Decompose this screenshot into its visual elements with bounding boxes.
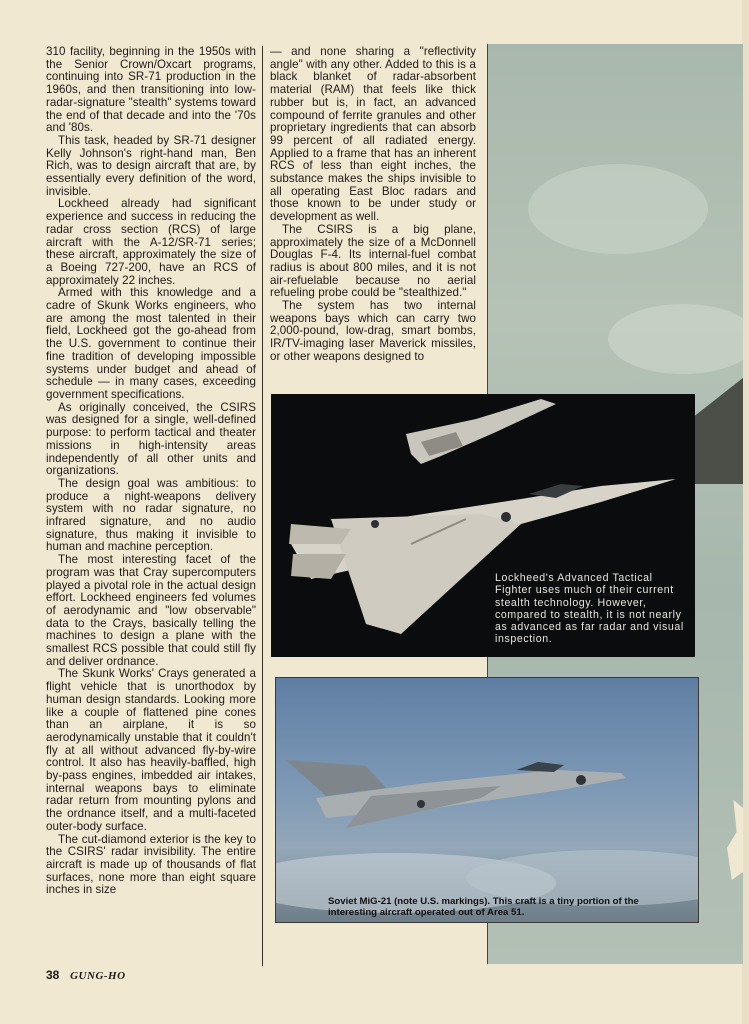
text-column-2 bbox=[270, 46, 476, 381]
paragraph: The CSIRS is a big plane, approximately the size of a McDonnell Douglas F-4. Its internal-fuel combat radius is about 800 miles, and it is not air-refuelable because no aerial refueling probe could be "stealthized." bbox=[270, 222, 476, 300]
paragraph: — and none sharing a "reflectivity angle" with any other. Added to this is a black blanket of radar-absorbent material (RAM) that feels like thick rubber but is, in fact, an advanced compound of ferrite granules and other proprietary ingredients that can absorb 99 percent of all radiated energy. Applied to a frame that has an inherent RCS of less than eight inches, the substance makes the ships invisible to all operating East Bloc radars and those known to be under study or development as well. bbox=[270, 46, 476, 224]
page-edge bbox=[742, 0, 749, 1024]
paragraph: Armed with this knowledge and a cadre of Skunk Works engineers, who are among the most talented in their field, Lockheed got the go-ahead from the U.S. government to continue their fine tradition of developing impossible systems under budget and ahead of schedule — in many cases, exceeding government specifications. bbox=[46, 286, 256, 401]
mig21-photo bbox=[275, 677, 699, 923]
paragraph: 310 facility, beginning in the 1950s with the Senior Crown/Oxcart programs, continuing into SR-71 production in the 1960s, and then transitioning into low-radar-signature "stealth" systems toward the end of that decade and into the '70s and '80s. bbox=[46, 46, 256, 135]
paragraph: This task, headed by SR-71 designer Kelly Johnson's right-hand man, Ben Rich, was to design aircraft that are, by essentially every definition of the word, invisible. bbox=[46, 133, 256, 198]
page-number: 38 bbox=[46, 968, 60, 982]
cloud-shape bbox=[608, 304, 743, 374]
magazine-name: GUNG-HO bbox=[70, 970, 126, 982]
photo-caption: Lockheed's Advanced Tactical Fighter uses much of their current stealth technology. However, compared to stealth, it is not nearly as advanced as far radar and visual inspection. bbox=[495, 572, 684, 646]
text-column-1 bbox=[46, 46, 256, 966]
paragraph: The system has two internal weapons bays which can carry two 2,000-pound, low-drag, smart bombs, IR/TV-imaging laser Maverick missiles, or other weapons designed to bbox=[270, 299, 476, 363]
paragraph: The most interesting facet of the program was that Cray supercomputers played a pivotal role in the actual design effort. Lockheed engineers fed volumes of aerodynamic and "low observable" data to the Crays, basically telling the machines to design a plane with the smallest RCS possible that could still fly and deliver ordnance. bbox=[46, 553, 256, 668]
cloud-shape bbox=[528, 164, 708, 254]
mig21-aircraft-image bbox=[276, 678, 698, 922]
atf-photo bbox=[271, 394, 695, 657]
column-divider bbox=[262, 46, 263, 966]
paragraph: The Skunk Works' Crays generated a flight vehicle that is unorthodox by human design standards. Looking more like a couple of flattened pine cones than an airplane, it is so aerodynamically unstable that it couldn't fly at all without advanced fly-by-wire control. It also has heavily-baffled, high by-pass engines, imbedded air intakes, internal weapons bays to eliminate radar return from mounting pylons and the ordnance itself, and a multi-faceted outer-body surface. bbox=[46, 667, 256, 833]
paragraph: As originally conceived, the CSIRS was designed for a single, well-defined purpose: to perform tactical and theater missions in high-intensity areas independently of all other units and organizations. bbox=[46, 400, 256, 478]
paragraph: Lockheed already had significant experience and success in reducing the radar cross section (RCS) of large aircraft with the A-12/SR-71 series; these aircraft, approximately the size of a Boeing 727-200, have an RCS of approximately 22 inches. bbox=[46, 197, 256, 287]
photo-caption: Soviet MiG-21 (note U.S. markings). This craft is a tiny portion of the interesting aircraft operated out of Area 51. bbox=[328, 896, 639, 918]
page-footer bbox=[46, 968, 126, 982]
paragraph: The design goal was ambitious: to produce a night-weapons delivery system with no radar signature, no infrared signature, and no audio signature, thus making it invisible to human and machine perception. bbox=[46, 476, 256, 554]
paragraph: The cut-diamond exterior is the key to the CSIRS' radar invisibility. The entire aircraft is made up of thousands of flat surfaces, none more than eight square inches in size bbox=[46, 832, 256, 897]
